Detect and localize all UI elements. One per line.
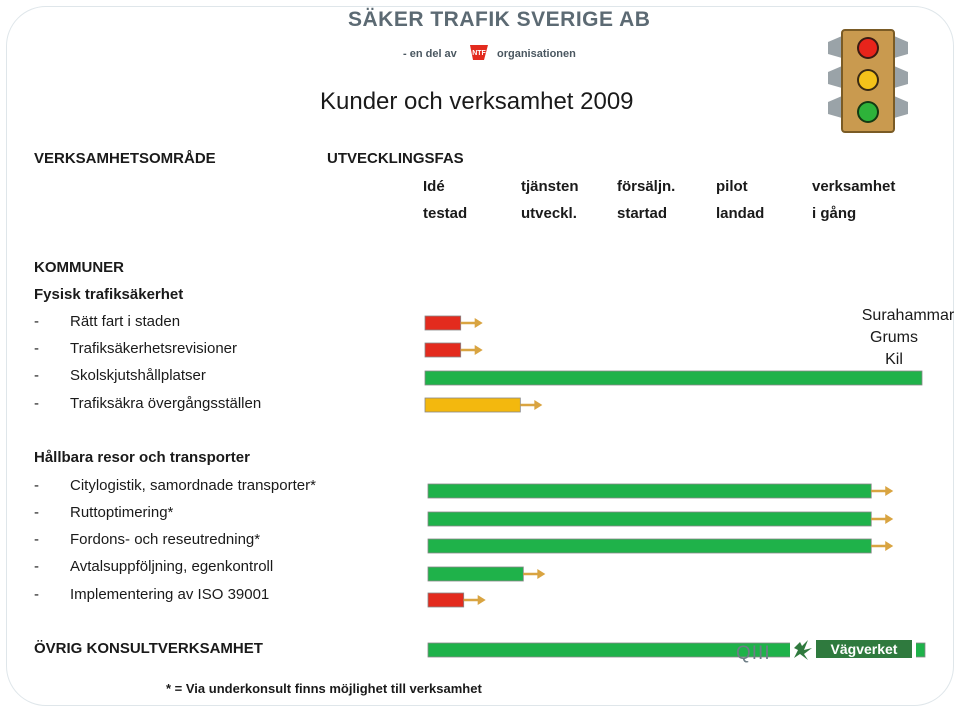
hallbara-item-5-label: Implementering av ISO 39001 [70, 586, 270, 603]
bar-kommuner-1 [425, 316, 483, 330]
kommuner-item-3: - Skolskjutshållplatser [34, 367, 206, 384]
hallbara-item-3-label: Fordons- och reseutredning* [70, 531, 261, 548]
municipality-3: Kil [885, 351, 903, 368]
bar-hallbara-4 [428, 567, 545, 581]
bar-hallbara-2 [428, 512, 893, 526]
hallbara-item-2-label: Ruttoptimering* [70, 504, 174, 521]
hallbara-item-5: - Implementering av ISO 39001 [34, 586, 270, 603]
vagverket-logo-icon [790, 636, 916, 662]
kommuner-item-1: - Rätt fart i staden [34, 313, 181, 330]
bar-kommuner-4 [425, 398, 542, 412]
bar-kommuner-3-fill [425, 371, 922, 385]
section-hallbara-heading: Hållbara resor och transporter [34, 449, 250, 466]
hallbara-item-4-label: Avtalsuppföljning, egenkontroll [70, 558, 274, 575]
brand-tagline-pre: - en del av [403, 48, 457, 60]
stage-5-line1: verksamhet [812, 178, 896, 195]
client-qiii: QIII [736, 643, 771, 664]
bar-hallbara-3-fill [428, 539, 871, 553]
arrow-head-icon [475, 345, 483, 355]
hallbara-item-1-label: Citylogistik, samordnade transporter* [70, 477, 316, 494]
stage-2-line1: tjänsten [521, 178, 579, 195]
municipality-2: Grums [870, 329, 918, 346]
stage-5-line2: i gång [812, 205, 857, 222]
kommuner-item-4-label: Trafiksäkra övergångsställen [70, 395, 262, 412]
arrow-head-icon [885, 514, 893, 524]
bar-kommuner-2 [425, 343, 483, 357]
bar-kommuner-2-fill [425, 343, 461, 357]
bar-kommuner-3 [425, 371, 922, 385]
arrow-head-icon [478, 595, 486, 605]
hallbara-item-4: - Avtalsuppföljning, egenkontroll [34, 558, 274, 575]
arrow-head-icon [475, 318, 483, 328]
page-title: Kunder och verksamhet 2009 [320, 88, 634, 115]
stage-1-line2: testad [423, 205, 468, 222]
hallbara-item-2: - Ruttoptimering* [34, 504, 174, 521]
arrow-head-icon [537, 569, 545, 579]
stage-4-line1: pilot [716, 178, 748, 195]
bar-hallbara-1-fill [428, 484, 871, 498]
kommuner-item-2-label: Trafiksäkerhetsrevisioner [70, 340, 237, 357]
column-header-development: UTVECKLINGSFAS [327, 150, 464, 167]
stage-2-line2: utveckl. [521, 205, 577, 222]
section-kommuner-subheading: Fysisk trafiksäkerhet [34, 286, 184, 303]
bar-kommuner-4-fill [425, 398, 520, 412]
bar-hallbara-1 [428, 484, 893, 498]
bar-hallbara-4-fill [428, 567, 523, 581]
bar-hallbara-2-fill [428, 512, 871, 526]
stage-4-line2: landad [716, 205, 765, 222]
brand-tagline-post: organisationen [497, 48, 576, 60]
stage-3-line2: startad [617, 205, 668, 222]
kommuner-item-2: - Trafiksäkerhetsrevisioner [34, 340, 237, 357]
kommuner-item-3-label: Skolskjutshållplatser [70, 367, 206, 384]
hallbara-item-3: - Fordons- och reseutredning* [34, 531, 261, 548]
arrow-head-icon [885, 541, 893, 551]
arrow-head-icon [534, 400, 542, 410]
stage-3-line1: försäljn. [617, 178, 676, 195]
arrow-head-icon [885, 486, 893, 496]
column-header-area: VERKSAMHETSOMRÅDE [34, 150, 216, 167]
footnote: * = Via underkonsult finns möjlighet till verksamhet [166, 681, 482, 696]
section-kommuner-heading: KOMMUNER [34, 259, 124, 276]
kommuner-item-4: - Trafiksäkra övergångsställen [34, 395, 262, 412]
kommuner-item-1-label: Rätt fart i staden [70, 313, 181, 330]
ntf-logo-text: NTF [472, 50, 486, 57]
bar-hallbara-5 [428, 593, 486, 607]
section-ovrig-heading: ÖVRIG KONSULTVERKSAMHET [34, 640, 263, 657]
brand-name: SÄKER TRAFIK SVERIGE AB [348, 8, 651, 31]
stage-1-line1: Idé [423, 178, 445, 195]
bar-hallbara-3 [428, 539, 893, 553]
bar-kommuner-1-fill [425, 316, 461, 330]
municipality-1: Surahammar [861, 307, 955, 324]
vagverket-logo-text: Vägverket [830, 641, 898, 657]
hallbara-item-1: - Citylogistik, samordnade transporter* [34, 477, 316, 494]
bar-hallbara-5-fill [428, 593, 464, 607]
